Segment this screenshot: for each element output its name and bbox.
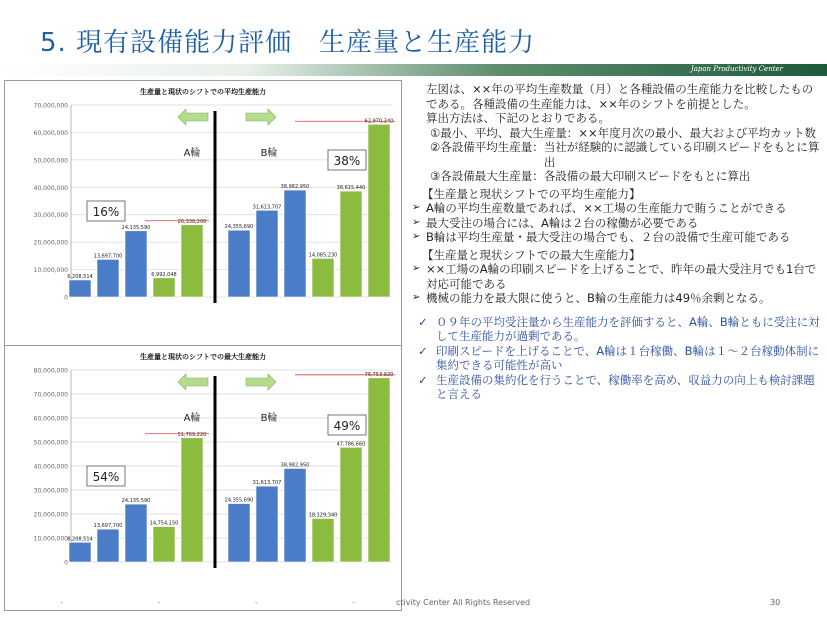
right-arrow-icon <box>246 374 276 390</box>
bar-data-label: 38,615,440 <box>336 185 366 192</box>
right-arrow-icon <box>246 109 276 125</box>
bullet-text: A輪の平均生産数量であれば、××工場の生産能力で賄うことができる <box>426 201 787 215</box>
bar-data-label: 62,970,340 <box>364 118 394 125</box>
method-item-label: ②各設備平均生産量： <box>430 140 544 154</box>
bar <box>97 529 119 562</box>
y-tick-label: 60,000,000 <box>33 129 68 137</box>
bar-data-label: 31,613,707 <box>252 480 282 487</box>
percent-callout: 49% <box>333 419 361 433</box>
arrow-bullet-icon: ➢ <box>412 263 421 274</box>
conclusion-text: 生産設備の集約化を行うことで、稼働率を高め、収益力の向上も検討課題と言える <box>436 372 815 401</box>
bar-data-label: 38,982,950 <box>280 462 310 469</box>
bar-data-label: 24,355,690 <box>224 224 254 231</box>
percent-callout: 38% <box>333 154 361 168</box>
percent-callout: 54% <box>92 470 120 484</box>
bar <box>153 278 175 297</box>
slide-title: 5. 現有設備能力評価 生産量と生産能力 <box>40 28 536 58</box>
bar-data-label: 13,697,700 <box>93 253 123 260</box>
y-tick-label: 20,000,000 <box>33 511 68 519</box>
group-label: B輪 <box>260 148 278 159</box>
conclusion-list <box>412 315 822 402</box>
bar <box>340 447 362 562</box>
group-label: B輪 <box>260 413 278 424</box>
average-capacity-chart-svg <box>5 81 401 345</box>
bar-data-label: 31,613,707 <box>252 204 282 211</box>
arrow-bullet-icon: ➢ <box>412 216 421 228</box>
bar <box>228 504 250 562</box>
section2-heading: 【生産量と現状シフトでの最大生産能力】 <box>422 247 641 262</box>
y-tick-label: 30,000,000 <box>33 487 68 495</box>
y-tick-label: 70,000,000 <box>33 102 68 110</box>
section1-bullet <box>412 230 822 245</box>
bullet-text: 機械の能力を最大限に使うと、B輪の生産能力は49％余剰となる。 <box>426 291 771 305</box>
conclusion-item <box>412 344 822 373</box>
y-tick-label: 0 <box>64 294 68 302</box>
method-item-2 <box>412 140 822 169</box>
conclusion-item <box>412 373 822 402</box>
bullet-text: B輪は平均生産量・最大受注の場合でも、２台の設備で生産可能である <box>426 230 791 244</box>
y-tick-label: 50,000,000 <box>33 439 68 447</box>
check-icon: ✓ <box>418 314 428 329</box>
conclusion-text: ０９年の平均受注量から生産能力を評価すると、A輪、B輪ともに受注に対して生産能力が過剰である。 <box>436 314 820 343</box>
bar <box>256 210 278 297</box>
conclusion-item <box>412 315 822 344</box>
bar <box>181 438 203 562</box>
left-arrow-icon <box>178 109 208 125</box>
left-arrow-icon <box>178 374 208 390</box>
bar <box>312 518 334 562</box>
section2-bullet <box>412 291 822 306</box>
y-tick-label: 20,000,000 <box>33 239 68 247</box>
footer-copyright: ctivity Center All Rights Reserved <box>396 598 531 607</box>
bar <box>125 504 147 562</box>
chart-title: 生産量と現状のシフトでの平均生産能力 <box>140 88 266 96</box>
arrow-bullet-icon: ➢ <box>412 292 421 303</box>
bar-data-label: 47,786,660 <box>336 441 366 448</box>
bar <box>125 231 147 297</box>
bullet-text: ××工場のA輪の印刷スピードを上げることで、昨年の最大受注月でも1台で対応可能である <box>426 262 817 291</box>
bar <box>69 542 91 562</box>
bar-data-label: 8,208,514 <box>67 536 93 543</box>
bar <box>153 527 175 562</box>
section2-bullet <box>412 262 822 291</box>
bar-data-label: 76,753,920 <box>364 371 394 378</box>
bar <box>284 468 306 562</box>
bar-data-label: 6,992,048 <box>151 271 177 278</box>
bar <box>312 258 334 297</box>
bar <box>368 378 390 562</box>
method-lead: 算出方法は、下記のとおりである。 <box>426 111 610 125</box>
method-item-desc: 各設備の最大印刷スピードをもとに算出 <box>543 169 751 183</box>
bar-data-label: 51,769,220 <box>177 431 207 438</box>
bar-data-label: 18,129,340 <box>308 512 338 519</box>
section1-bullet <box>412 201 822 216</box>
section1-heading: 【生産量と現状シフトでの平均生産能力】 <box>422 186 641 201</box>
y-tick-label: 40,000,000 <box>33 184 68 192</box>
bar <box>256 486 278 562</box>
arrow-bullet-icon: ➢ <box>412 231 421 242</box>
group-label: A輪 <box>183 413 201 424</box>
bar <box>228 230 250 297</box>
bar <box>284 190 306 297</box>
check-icon: ✓ <box>418 343 428 358</box>
chart-title: 生産量と現状のシフトでの最大生産能力 <box>140 353 266 361</box>
maximum-capacity-chart <box>4 345 402 611</box>
bullet-text: 最大受注の場合には、A輪は２台の稼働が必要である <box>426 215 699 230</box>
bar <box>340 191 362 297</box>
intro-paragraph: 左図は、××年の平均生産数量（月）と各種設備の生産能力を比較したものである。各種設備の生産能力は、××年のシフトを前提とした。 <box>426 82 814 111</box>
y-tick-label: 50,000,000 <box>33 157 68 165</box>
method-item-3 <box>412 169 822 184</box>
y-tick-label: 60,000,000 <box>33 415 68 423</box>
bar-data-label: 24,355,690 <box>224 497 254 504</box>
section1-bullet <box>412 216 822 231</box>
bar <box>368 124 390 297</box>
method-item-label: ①最小、平均、最大生産量： <box>430 125 579 140</box>
page-number: 30 <box>770 598 781 607</box>
bar-data-label: 26,338,200 <box>177 218 207 225</box>
footer-dots: - - - - <box>60 598 402 607</box>
maximum-capacity-chart-svg <box>5 346 401 610</box>
y-tick-label: 40,000,000 <box>33 463 68 471</box>
y-tick-label: 80,000,000 <box>33 367 68 375</box>
y-tick-label: 0 <box>64 559 68 567</box>
method-item-label: ③各設備最大生産量： <box>430 169 544 183</box>
y-tick-label: 30,000,000 <box>33 212 68 220</box>
conclusion-text: 印刷スピードを上げることで、A輪は１台稼働、B輪は１～２台稼動体制に集約できる可能性が高い <box>436 343 820 372</box>
bar <box>181 225 203 297</box>
bar-data-label: 24,135,590 <box>121 224 151 231</box>
y-tick-label: 70,000,000 <box>33 391 68 399</box>
group-label: A輪 <box>183 148 201 159</box>
y-tick-label: 10,000,000 <box>33 267 68 275</box>
bar-data-label: 24,135,590 <box>121 498 151 505</box>
explanation-column <box>412 82 822 402</box>
percent-callout: 16% <box>92 205 120 219</box>
y-tick-label: 10,000,000 <box>33 535 68 543</box>
arrow-bullet-icon: ➢ <box>412 202 421 213</box>
method-item-desc: 当社が経験的に認識している印刷スピードをもとに算出 <box>543 140 820 169</box>
bar-data-label: 14,085,230 <box>308 252 338 259</box>
bar-data-label: 38,982,950 <box>280 184 310 191</box>
bar <box>69 280 91 297</box>
check-icon: ✓ <box>418 372 428 387</box>
bar-data-label: 6,208,514 <box>67 273 93 280</box>
average-capacity-chart <box>4 80 402 346</box>
method-item-desc: ××年度月次の最小、最大および平均カット数 <box>578 125 816 140</box>
bar-data-label: 14,754,150 <box>149 520 179 527</box>
method-item-1 <box>412 126 822 141</box>
bar <box>97 259 119 297</box>
bar-data-label: 13,697,700 <box>93 523 123 530</box>
organization-label: Japan Productivity Center <box>690 65 783 73</box>
